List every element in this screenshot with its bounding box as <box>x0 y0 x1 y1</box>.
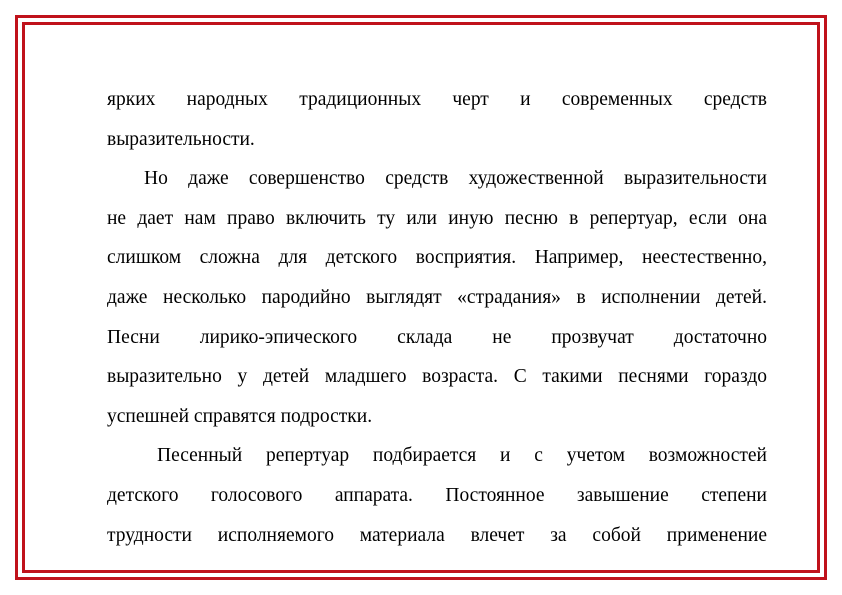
text-line: даже несколько пародийно выглядят «страдания» в исполнении детей. <box>107 286 767 308</box>
text-line: ярких народных традиционных черт и современных средств <box>107 89 767 110</box>
text-line: Песни лирико-эпического склада не прозвучат достаточно <box>107 326 767 348</box>
text-line: трудности исполняемого материала влечет за собой применение <box>107 524 767 546</box>
text-line: успешней справятся подростки. <box>107 405 373 427</box>
text-line: детского голосового аппарата. Постоянное завышение степени <box>107 484 767 506</box>
paragraph-first-line: Но даже совершенство средств художественной выразительности <box>144 168 767 190</box>
text-line: не дает нам право включить ту или иную песню в репертуар, если она <box>107 207 767 229</box>
text-line: слишком сложна для детского восприятия. Например, неестественно, <box>107 247 767 269</box>
paragraph-first-line: Песенный репертуар подбирается и с учетом возможностей <box>157 445 767 467</box>
text-line: выразительности. <box>107 128 255 150</box>
document-text <box>107 87 767 562</box>
text-line: выразительно у детей младшего возраста. С такими песнями гораздо <box>107 366 767 388</box>
